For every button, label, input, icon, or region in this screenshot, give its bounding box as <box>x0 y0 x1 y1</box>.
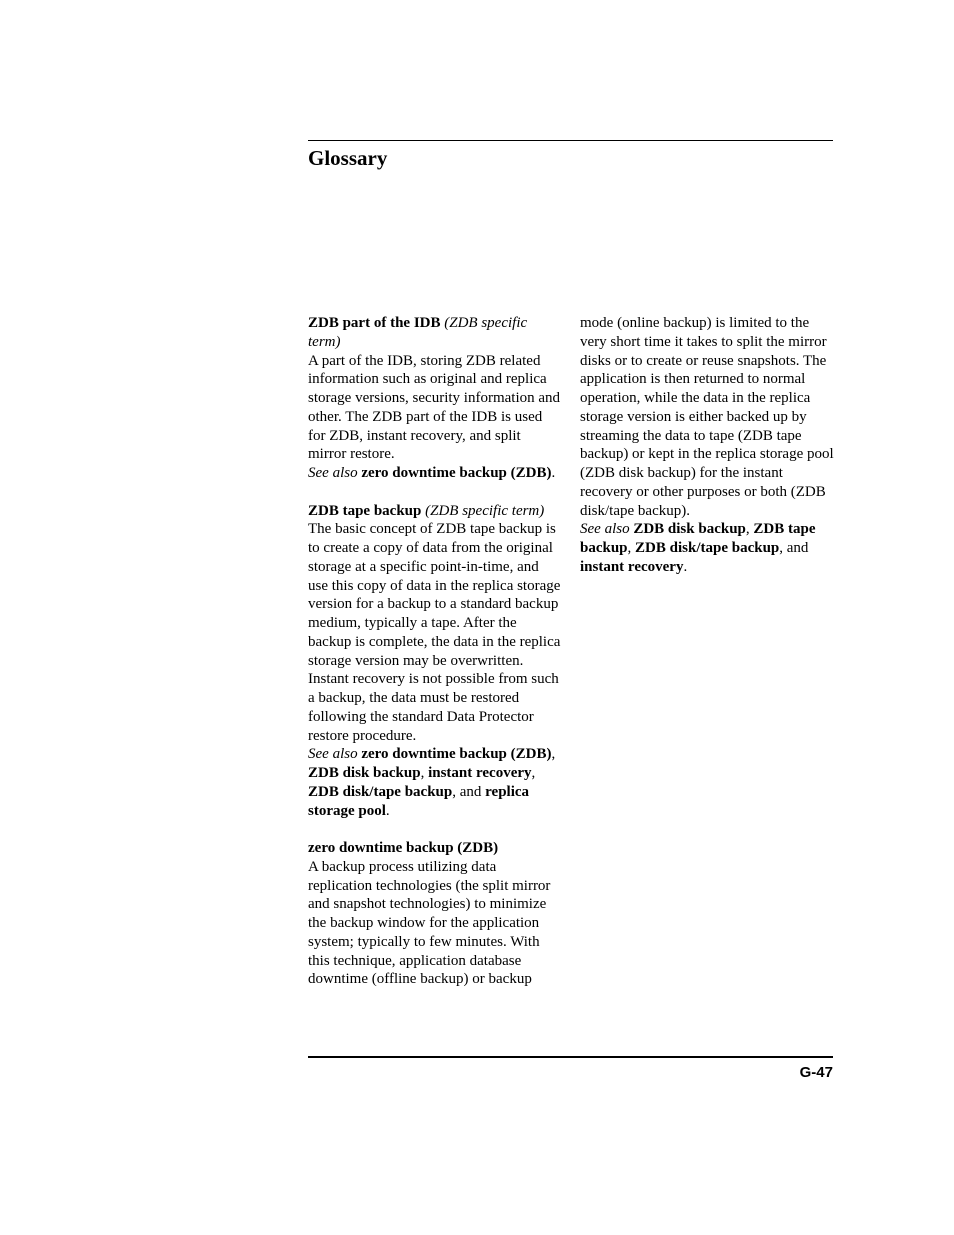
punctuation: , and <box>452 783 486 800</box>
header-rule <box>308 140 833 141</box>
see-also <box>580 520 834 576</box>
punctuation: , and <box>779 540 809 556</box>
see-also-link[interactable]: ZDB disk backup <box>308 765 421 781</box>
entry-definition: A backup process utilizing data replication technologies (the split mirror and snapshot technologies) to minimize the backup window for the application system; typically to few minutes. With this technique, application database downtime (offline backup) or backup <box>308 858 551 988</box>
left-column <box>308 314 562 1008</box>
entry-qualifier: (ZDB specific term) <box>425 502 545 519</box>
entry-term: ZDB tape backup <box>308 502 422 519</box>
punctuation: . <box>385 802 390 819</box>
entry-heading <box>308 502 562 521</box>
punctuation: , <box>627 540 636 556</box>
see-also-link[interactable]: ZDB disk/tape backup <box>308 783 453 800</box>
see-also-link[interactable]: zero downtime backup (ZDB) <box>361 746 552 763</box>
see-also-link[interactable]: ZDB disk backup <box>633 521 746 538</box>
punctuation: . <box>683 558 688 575</box>
entry-heading <box>308 314 562 352</box>
glossary-entry-zdb-tape-backup <box>308 502 562 821</box>
entry-term: zero downtime backup (ZDB) <box>308 840 499 856</box>
page-title: Glossary <box>308 146 388 170</box>
entry-qualifier: (ZDB specific term) <box>308 315 528 350</box>
see-also-link[interactable]: instant recovery <box>428 765 532 781</box>
punctuation: , <box>745 521 754 538</box>
see-also-label: See also <box>308 746 358 763</box>
glossary-entry-zdb-part-of-idb <box>308 314 562 483</box>
glossary-entry-zero-downtime-backup <box>308 839 562 989</box>
see-also-link[interactable]: zero downtime backup (ZDB) <box>361 465 552 481</box>
punctuation: , <box>551 746 556 763</box>
see-also-label: See also <box>580 521 630 538</box>
see-also <box>308 464 562 483</box>
punctuation: , <box>420 765 429 781</box>
page-number: G-47 <box>799 1064 833 1081</box>
see-also <box>308 745 562 820</box>
see-also-link[interactable]: replica storage pool <box>308 783 530 819</box>
entry-definition: A part of the IDB, storing ZDB related information such as original and replica storage versions, security information and other. The ZDB part of the IDB is used for ZDB, instant recovery, and split mirror restore. <box>308 352 561 463</box>
punctuation: , <box>531 765 536 781</box>
footer-rule <box>308 1056 833 1058</box>
see-also-label: See also <box>308 465 358 481</box>
see-also-link[interactable]: instant recovery <box>580 558 684 575</box>
entry-term: ZDB part of the IDB <box>308 315 441 331</box>
right-column <box>580 314 834 577</box>
see-also-link[interactable]: ZDB tape backup <box>580 521 816 556</box>
entry-definition-continued: mode (online backup) is limited to the very short time it takes to split the mirror disks or to create or reuse snapshots. The application is then returned to normal operation, while the data in the replica storage version is either backed up by streaming the data to tape (ZDB tape backup) or kept in the replica storage pool (ZDB disk backup) for the instant recovery or other purposes or both (ZDB disk/tape backup). <box>580 315 834 519</box>
entry-definition: The basic concept of ZDB tape backup is to create a copy of data from the original storage at a specific point-in-time, and use this copy of data in the replica storage version for a backup to a standard backup medium, typically a tape. After the backup is complete, the data in the replica storage version may be overwritten. Instant recovery is not possible from such a backup, the data must be restored following the standard Data Protector restore procedure. <box>308 521 561 744</box>
see-also-link[interactable]: ZDB disk/tape backup <box>635 540 780 556</box>
punctuation: . <box>551 465 556 481</box>
